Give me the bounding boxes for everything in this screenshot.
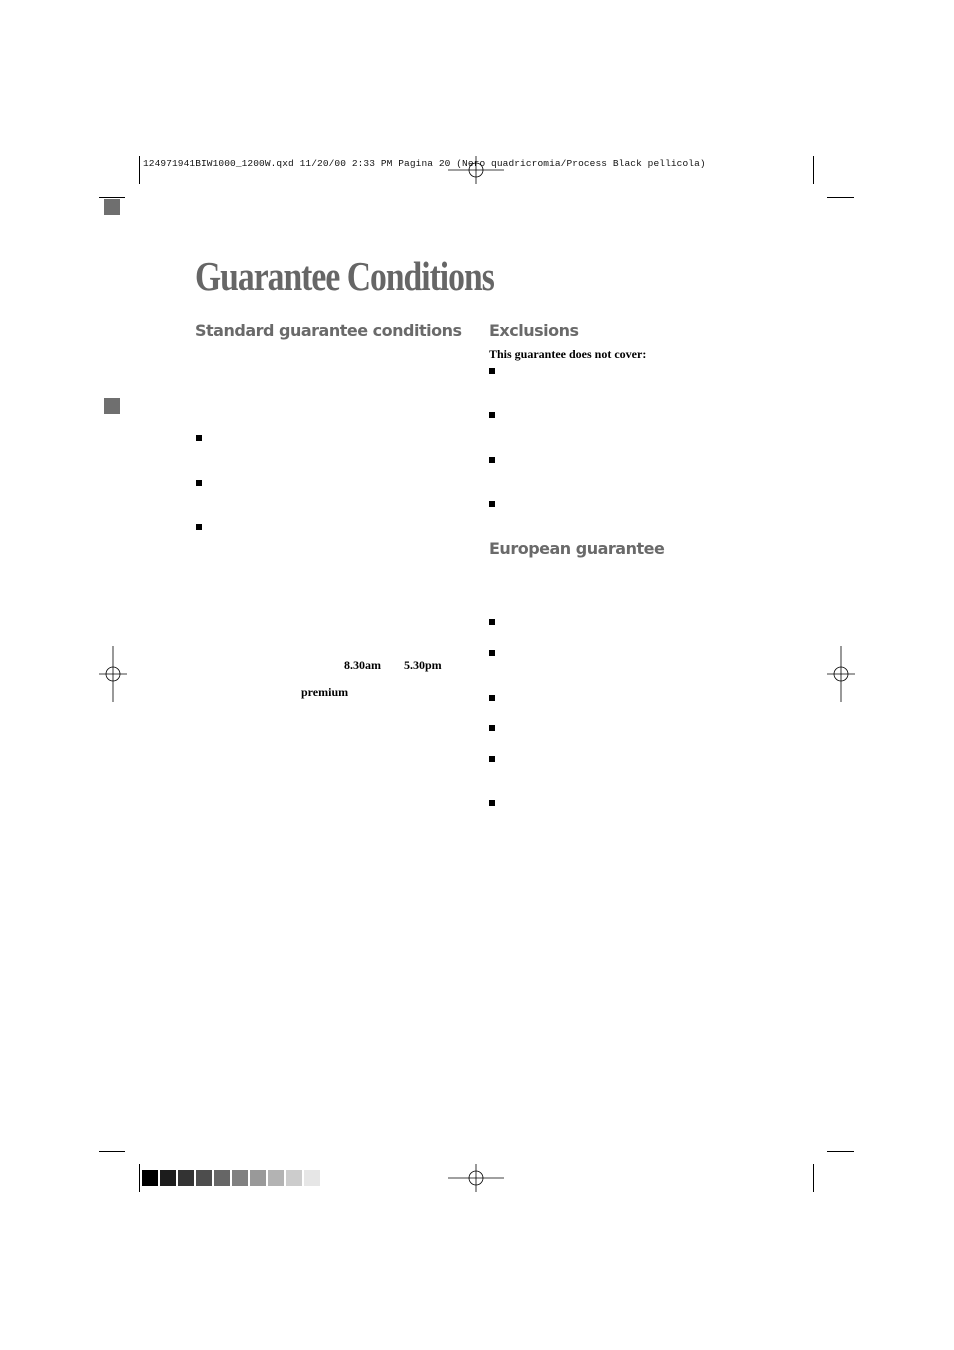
bullet-icon xyxy=(489,619,495,625)
color-swatch xyxy=(178,1170,194,1186)
crop-mark-top-left xyxy=(139,156,140,184)
crop-mark-bottom-left xyxy=(139,1164,140,1192)
bullet-icon xyxy=(489,695,495,701)
crop-mark-bottom-left-h xyxy=(99,1151,125,1152)
bullet-icon xyxy=(489,800,495,806)
bullet-icon xyxy=(489,756,495,762)
crop-mark-bottom-right-h xyxy=(827,1151,854,1152)
closing-time: 5.30pm xyxy=(404,658,442,672)
bullet-icon xyxy=(196,524,202,530)
crop-mark-top-right xyxy=(813,156,814,184)
slug-line: 124971941BIW1000_1200W.qxd 11/20/00 2:33 PM Pagina 20 (Nero quadricromia/Process Black pellicola) xyxy=(143,158,706,169)
registration-mark-top-icon xyxy=(448,142,504,198)
color-swatch xyxy=(304,1170,320,1186)
exclusions-intro: This guarantee does not cover: xyxy=(489,347,647,361)
section-marker-mid xyxy=(104,398,120,414)
bullet-icon xyxy=(489,368,495,374)
color-swatch xyxy=(196,1170,212,1186)
crop-mark-bottom-right xyxy=(813,1164,814,1192)
color-swatch xyxy=(268,1170,284,1186)
color-swatch xyxy=(232,1170,248,1186)
bullet-icon xyxy=(489,725,495,731)
color-swatch xyxy=(250,1170,266,1186)
color-swatch xyxy=(160,1170,176,1186)
color-swatch xyxy=(142,1170,158,1186)
crop-mark-top-left-h xyxy=(99,197,125,198)
registration-mark-right-icon xyxy=(813,646,869,702)
bullet-icon xyxy=(489,457,495,463)
page-title: Guarantee Conditions xyxy=(195,253,494,299)
bullet-icon xyxy=(489,412,495,418)
registration-mark-bottom-icon xyxy=(448,1150,504,1206)
opening-time: 8.30am xyxy=(344,658,381,672)
european-guarantee-heading: European guarantee xyxy=(489,539,665,558)
premium-rate-label: premium xyxy=(301,685,349,699)
color-swatch xyxy=(286,1170,302,1186)
exclusions-heading: Exclusions xyxy=(489,321,579,340)
standard-guarantee-heading: Standard guarantee conditions xyxy=(195,321,462,340)
bullet-icon xyxy=(489,501,495,507)
bullet-icon xyxy=(196,435,202,441)
section-marker-top xyxy=(104,199,120,215)
registration-mark-left-icon xyxy=(85,646,141,702)
bullet-icon xyxy=(489,650,495,656)
bullet-icon xyxy=(196,480,202,486)
crop-mark-top-right-h xyxy=(827,197,854,198)
color-swatch xyxy=(214,1170,230,1186)
